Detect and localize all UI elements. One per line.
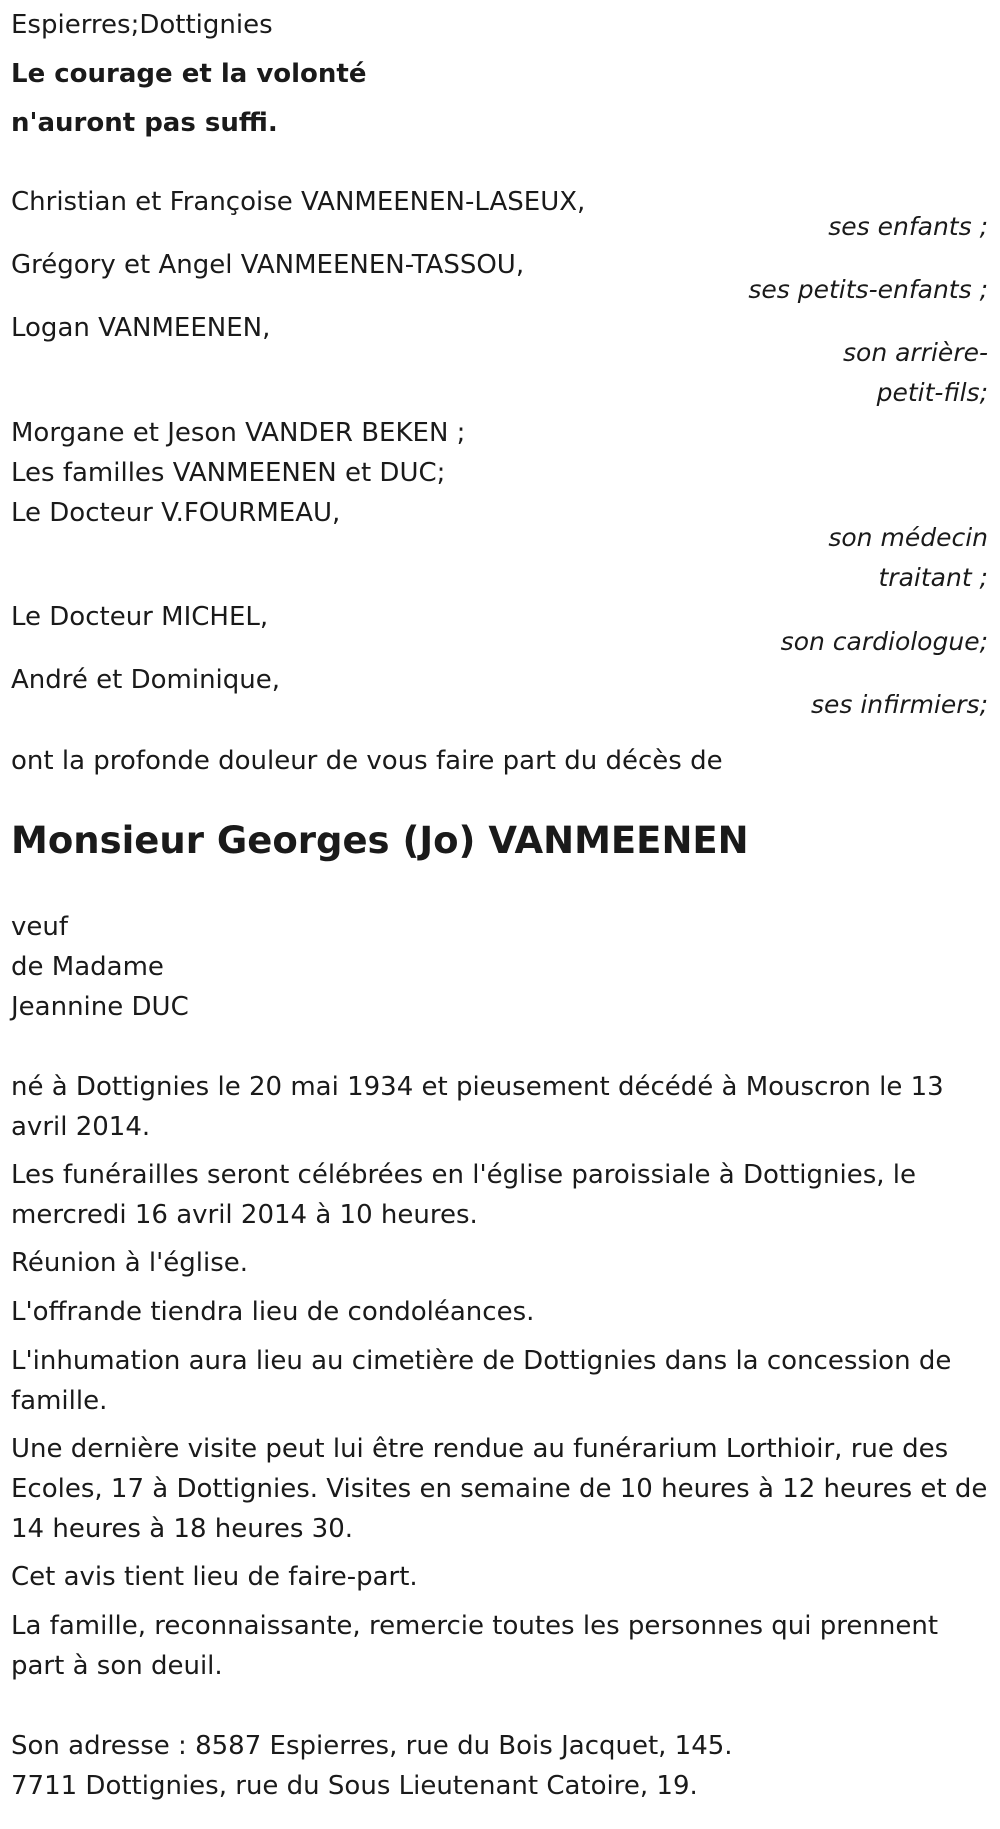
motto-line-2: n'auront pas suffi.: [11, 108, 278, 138]
announcement-text: ont la profonde douleur de vous faire part du décès de: [11, 746, 723, 776]
thanks-paragraph: La famille, reconnaissante, remercie toutes les personnes qui prennent part à son deuil.: [11, 1611, 939, 1681]
family-role-cardiologist: son cardiologue;: [780, 627, 988, 656]
family-name-vander-beken: Morgane et Jeson VANDER BEKEN ;: [11, 418, 466, 448]
family-role-children: ses enfants ;: [828, 212, 988, 241]
deceased-status-line1: veuf: [11, 912, 69, 942]
funeral-paragraph: Les funérailles seront célébrées en l'église paroissiale à Dottignies, le mercredi 16 avril 2014 à 10 heures.: [11, 1160, 916, 1230]
family-role-doctor-line2: traitant ;: [878, 563, 988, 592]
family-name-doctor-michel: Le Docteur MICHEL,: [11, 602, 269, 632]
family-name-families: Les familles VANMEENEN et DUC;: [11, 458, 446, 488]
meeting-paragraph: Réunion à l'église.: [11, 1248, 249, 1278]
family-role-nurses: ses infirmiers;: [810, 690, 988, 719]
notice-paragraph: Cet avis tient lieu de faire-part.: [11, 1562, 418, 1592]
family-role-great-grandson-line2: petit-fils;: [876, 378, 988, 407]
family-name-great-grandson: Logan VANMEENEN,: [11, 313, 271, 343]
offering-paragraph: L'offrande tiendra lieu de condoléances.: [11, 1297, 535, 1327]
family-name-nurses: André et Dominique,: [11, 665, 281, 695]
family-role-great-grandson-line1: son arrière-: [843, 338, 988, 367]
family-role-doctor-line1: son médecin: [828, 523, 988, 552]
motto-line-1: Le courage et la volonté: [11, 59, 367, 89]
address-line2: 7711 Dottignies, rue du Sous Lieutenant Catoire, 19.: [11, 1771, 698, 1801]
deceased-status-line3: Jeannine DUC: [11, 992, 189, 1022]
birth-death-paragraph: né à Dottignies le 20 mai 1934 et pieusement décédé à Mouscron le 13 avril 2014.: [11, 1072, 944, 1142]
address-line1: Son adresse : 8587 Espierres, rue du Bois Jacquet, 145.: [11, 1731, 733, 1761]
family-name-doctor-fourmeau: Le Docteur V.FOURMEAU,: [11, 498, 341, 528]
family-role-grandchildren: ses petits-enfants ;: [748, 275, 988, 304]
visit-paragraph: Une dernière visite peut lui être rendue au funérarium Lorthioir, rue des Ecoles, 17 à Dottignies. Visites en semaine de 10 heures à 12 heures et de 14 heures à 18 heures 30.: [11, 1434, 988, 1544]
family-name-children: Christian et Françoise VANMEENEN-LASEUX,: [11, 187, 586, 217]
family-name-grandchildren: Grégory et Angel VANMEENEN-TASSOU,: [11, 250, 525, 280]
deceased-name: Monsieur Georges (Jo) VANMEENEN: [11, 819, 749, 862]
deceased-status-line2: de Madame: [11, 952, 164, 982]
burial-paragraph: L'inhumation aura lieu au cimetière de Dottignies dans la concession de famille.: [11, 1346, 952, 1416]
location-header: Espierres;Dottignies: [11, 10, 273, 40]
